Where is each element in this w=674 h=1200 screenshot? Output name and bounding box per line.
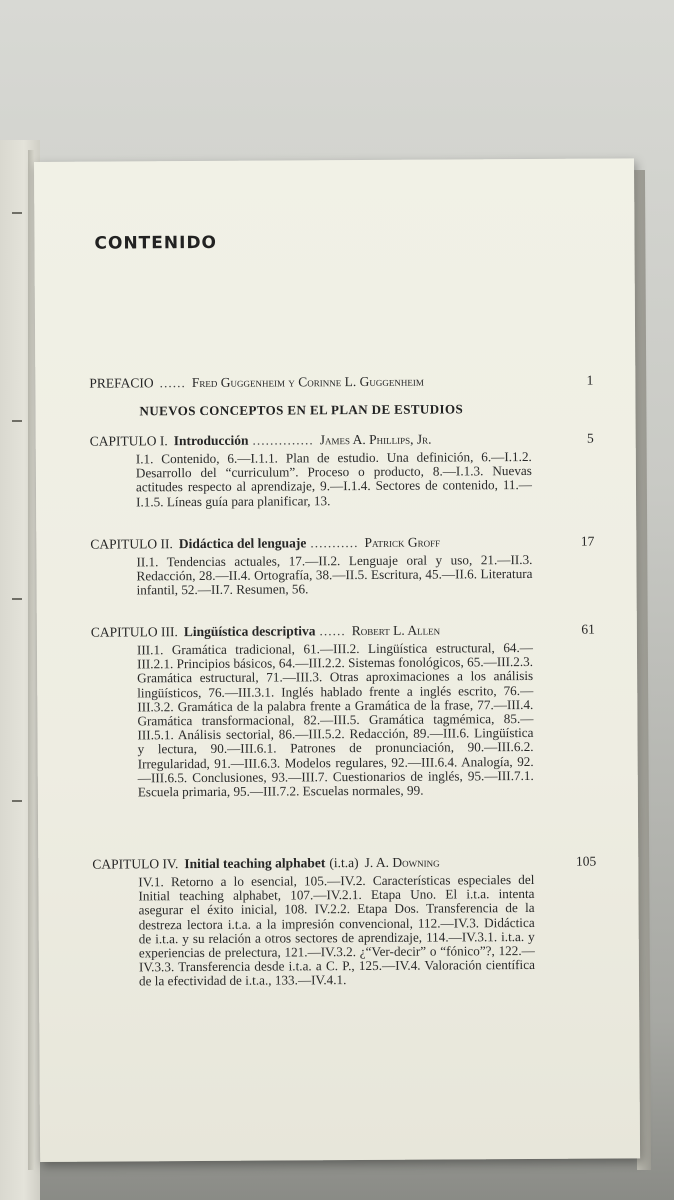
chapter-entry xyxy=(92,853,597,990)
binding-stitch xyxy=(12,800,22,802)
chapter-title: Didáctica del lenguaje xyxy=(178,535,307,552)
binding-stitch xyxy=(12,420,22,422)
chapter-title: Introducción xyxy=(173,432,249,449)
page-title: CONTENIDO xyxy=(94,232,218,254)
binding-stitch xyxy=(12,598,22,600)
leader-dots: ...... xyxy=(159,375,186,391)
chapter-label: CAPITULO IV. xyxy=(92,856,179,872)
chapter-entry xyxy=(89,430,594,510)
chapter-author: James A. Phillips, Jr. xyxy=(319,431,432,448)
leader-dots: ...... xyxy=(319,623,346,639)
page-number: 61 xyxy=(581,621,595,637)
contents-page xyxy=(34,158,640,1162)
page-number: 17 xyxy=(580,533,595,549)
prefacio-label: PREFACIO xyxy=(89,375,154,391)
chapter-label: CAPITULO II. xyxy=(90,536,173,552)
chapter-entry xyxy=(90,621,595,800)
prefacio-authors: Fred Guggenheim y Corinne L. Guggenheim xyxy=(191,373,424,391)
chapter-label: CAPITULO I. xyxy=(89,433,168,449)
chapter-contents: II.1. Tendencias actuales, 17.—II.2. Lenguaje oral y uso, 21.—II.3. Redacción, 28.—II.4. Ortografía, 38.—II.5. Escritura, 45.—II.6. Literatura infantil, 52.—II.7. Resumen, 56. xyxy=(136,551,533,598)
page-number: 5 xyxy=(586,430,594,446)
chapter-author: Robert L. Allen xyxy=(351,622,441,639)
section-heading: NUEVOS CONCEPTOS EN EL PLAN DE ESTUDIOS xyxy=(139,401,464,419)
chapter-label: CAPITULO III. xyxy=(90,624,178,640)
leader-dots: ........... xyxy=(310,535,359,551)
chapter-title: Initial teaching alphabet xyxy=(184,855,326,872)
chapter-contents: III.1. Gramática tradicional, 61.—III.2. Lingüística estructural, 64.—III.2.1. Principios básicos, 64.—III.2.2. Sistemas fonológicos, 65.—III.2.3. Gramática estructural, 71.—III.3. Otras aproximaciones a los análisis lingüísticos, 76.—III.3.1. Inglés hablado frente a inglés escrito, 76.—III.3.2. Gramática de la palabra frente a Gramática de la frase, 77.—III.4. Gramática transformacional, 82.—III.5. Gramática tagmémica, 85.—III.5.1. Análisis sectorial, 86.—III.5.2. Redacción, 89.—III.6. Lingüística y lectura, 90.—III.6.1. Patrones de pronunciación, 90.—III.6.2. Irregularidad, 91.—III.6.3. Modelos regulares, 92.—III.6.4. Analogía, 92.—III.6.5. Conclusiones, 93.—III.7. Cuestionarios de inglés, 95.—III.7.1. Escuela primaria, 95.—III.7.2. Escuelas normales, 99. xyxy=(136,639,534,800)
prefacio-entry xyxy=(89,372,594,392)
chapter-author: Patrick Groff xyxy=(364,534,441,550)
page-number: 105 xyxy=(575,853,597,869)
chapter-title-suffix: (i.t.a) xyxy=(329,855,359,871)
chapter-author: J. A. Downing xyxy=(364,854,440,870)
chapter-contents: I.1. Contenido, 6.—I.1.1. Plan de estudio. Una definición, 6.—I.1.2. Desarrollo del “curriculum”. Proceso o producto, 8.—I.1.3. Nuevas actitudes respecto al aprendizaje, 9.—I.1.4. Sectores de contenido, 11.—I.1.5. Líneas guía para planificar, 13. xyxy=(135,448,533,509)
chapter-contents: IV.1. Retorno a lo esencial, 105.—IV.2. Características especiales del Initial teaching alphabet, 107.—IV.2.1. Etapa Uno. El i.t.a. intenta asegurar el éxito inicial, 108. IV.2.2. Etapa Dos. Transferencia de la destreza lectora i.t.a. a la impresión convencional, 112.—IV.3. Didáctica de i.t.a. y su relación a otros sectores de aprendizaje, 114.—IV.3.1. i.t.a. y experiencias de prelectura, 121.—IV.3.2. ¿“Ver-decir” o “fónico”?, 122.—IV.3.3. Transferencia desde i.t.a. a C. P., 125.—IV.4. Valoración científica de la efectividad de i.t.a., 133.—IV.4.1. xyxy=(138,871,535,989)
page-number: 1 xyxy=(586,372,594,388)
chapter-entry xyxy=(90,533,595,599)
chapter-title: Lingüística descriptiva xyxy=(183,623,316,640)
book-gutter xyxy=(28,150,34,1170)
leader-dots: .............. xyxy=(252,432,314,448)
binding-stitch xyxy=(12,212,22,214)
